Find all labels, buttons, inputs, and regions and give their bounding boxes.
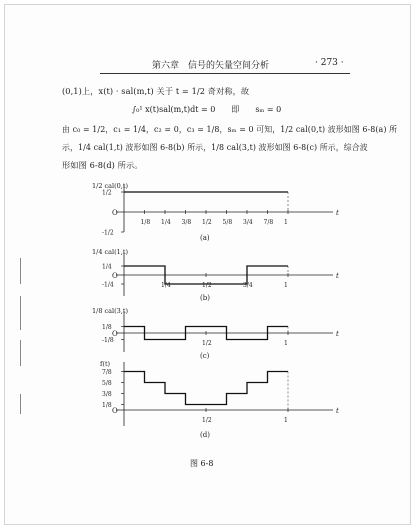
x-tick-label: 1 [284,282,288,289]
page-number: · 273 · [315,58,344,68]
y-tick-label: 3/8 [102,391,112,398]
x-tick-label: 1/2 [202,219,212,226]
x-tick-label: 1 [284,340,288,347]
x-tick-label: 3/4 [243,219,253,226]
panel-label: (c) [200,352,210,360]
y-tick-label: 7/8 [102,369,112,376]
y-tick-label: -1/4 [102,281,114,289]
y-axis-label: 1/4 cal(1,t) [92,248,129,256]
x-tick-label: 1/4 [161,219,171,226]
x-axis-symbol: t [336,330,339,338]
equation: ∫₀¹ x(t)sal(m,t)dt = 0 即 sₘ = 0 [132,105,282,114]
x-tick-label: 5/8 [222,219,233,226]
y-tick-label: -1/2 [102,229,114,237]
panel-label: (b) [200,294,210,302]
body-line-5: 形如图 6-8(d) 所示。 [62,160,143,170]
x-tick-label: 3/8 [181,219,192,226]
x-tick-label: 1 [284,219,288,226]
x-tick-label: 1/4 [161,282,171,289]
body-line-1: (0,1)上，x(t) · sal(m,t) 关于 t = 1/2 奇对称，故 [62,86,250,96]
y-tick-label: 1/4 [102,263,112,271]
x-axis-symbol: t [336,209,339,217]
panel-label: (d) [200,431,210,439]
waveform [124,372,288,405]
x-tick-label: 1/8 [140,219,151,226]
x-tick-label: 3/4 [243,282,253,289]
figure-caption: 图 6-8 [190,459,214,468]
y-axis-label: f(t) [100,360,111,368]
origin-label: O [112,209,118,217]
body-line-4: 示，1/4 cal(1,t) 波形如图 6-8(b) 所示，1/8 cal(3,t) 波形如图 6-8(c) 所示，综合波 [62,143,368,152]
chapter-title: 第六章 信号的矢量空间分析 [152,61,270,71]
body-line-3: 由 c₀ = 1/2，c₁ = 1/4，c₂ = 0，c₃ = 1/8，sₘ = 0 可知，1/2 cal(0,t) 波形如图 6-8(a) 所 [62,125,398,134]
y-tick-label: 1/8 [102,324,112,331]
x-tick-label: 7/8 [263,219,274,226]
origin-label: O [112,330,118,338]
y-tick-label: 1/8 [102,402,112,409]
y-axis-label: 1/2 cal(0,t) [92,182,129,190]
y-tick-label: -1/8 [102,337,114,344]
y-tick-label: 5/8 [102,380,112,387]
panel-label: (a) [200,234,210,242]
x-tick-label: 1/2 [202,340,212,347]
x-axis-symbol: t [336,272,339,280]
origin-label: O [112,272,118,280]
x-tick-label: 1/2 [202,417,212,424]
origin-label: O [112,407,118,415]
x-tick-label: 1 [284,417,288,424]
y-tick-label: 1/2 [102,189,112,197]
x-tick-label: 1/2 [202,282,212,289]
x-axis-symbol: t [336,407,339,415]
y-axis-label: 1/8 cal(3,t) [92,307,129,315]
